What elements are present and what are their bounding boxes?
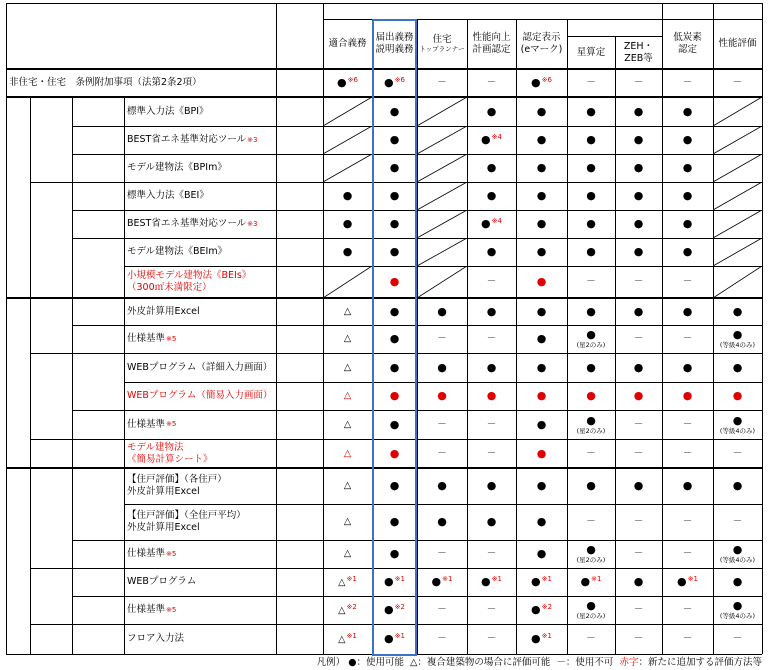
- availability-r13-c6: －: [633, 447, 644, 459]
- availability-r19-c3: －: [486, 633, 497, 645]
- column-header-6: ZEH・ ZEB等: [623, 40, 654, 64]
- availability-r7-c7: －: [682, 276, 693, 288]
- availability-r11-c1: ●: [389, 389, 400, 403]
- availability-r0-c0: ●$^{※6}$: [337, 75, 358, 90]
- category-primary-3: [30, 353, 72, 439]
- calc-type-15: [72, 624, 124, 654]
- availability-r6-c0: ●: [342, 245, 353, 259]
- availability-r15-c3: ●: [486, 515, 497, 529]
- column-header-1: 届出義務 説明義務: [375, 32, 414, 55]
- not-applicable-slash: [323, 266, 372, 298]
- calc-type-13: [72, 568, 124, 596]
- availability-r13-c8: －: [732, 447, 743, 459]
- grid-line: [467, 19, 468, 654]
- calc-type-11: [72, 468, 124, 540]
- category-primary-1: [30, 182, 72, 298]
- start-date-14: [276, 468, 323, 504]
- availability-r16-c6: －: [633, 548, 644, 560]
- grid-line: [615, 36, 616, 654]
- availability-r9-c5: ● (星2のみ): [576, 328, 606, 350]
- grid-line: [323, 3, 324, 654]
- availability-r14-c5: ●: [586, 479, 596, 493]
- not-applicable-slash: [713, 266, 762, 298]
- start-date-12: [276, 410, 323, 439]
- availability-r10-c5: ●: [586, 360, 596, 374]
- availability-r12-c4: ●: [536, 417, 547, 431]
- availability-r6-c3: ●: [486, 245, 497, 259]
- calc-type-12: [72, 540, 124, 568]
- availability-r16-c0: △: [343, 548, 352, 560]
- availability-r5-c7: ●: [682, 217, 693, 231]
- availability-r8-c4: ●: [536, 304, 547, 318]
- calc-type-10: [72, 439, 124, 468]
- availability-r13-c7: －: [682, 447, 693, 459]
- legend-red-desc: ：新たに追加する評価方法等: [638, 657, 762, 668]
- method-name-7: 小規模モデル建物法《BEIs》 （300㎡未満限定）: [127, 270, 252, 293]
- start-date-16: [276, 540, 323, 568]
- availability-r13-c5: －: [586, 447, 596, 459]
- availability-r2-c4: ●: [536, 133, 547, 147]
- availability-r11-c7: ●: [682, 389, 693, 403]
- availability-r19-c2: －: [437, 633, 447, 645]
- grid-line: [124, 266, 762, 267]
- availability-r6-c4: ●: [536, 245, 547, 259]
- method-name-11: WEBプログラム（簡易入力画面）: [127, 390, 273, 402]
- availability-r3-c5: ●: [586, 161, 596, 175]
- availability-r14-c6: ●: [633, 479, 644, 493]
- availability-r9-c2: －: [437, 333, 447, 345]
- ecomachi-header: [662, 3, 713, 19]
- not-applicable-slash: [713, 238, 762, 266]
- availability-r17-c3: ●$^{※1}$: [481, 574, 502, 589]
- availability-r12-c1: ●: [389, 417, 400, 431]
- legend-unusable: －：使用不可: [556, 657, 614, 668]
- grid-line: [417, 19, 418, 654]
- availability-r16-c2: －: [437, 548, 447, 560]
- grid-line: [323, 19, 567, 20]
- availability-r18-c1: ●$^{※2}$: [384, 602, 405, 617]
- availability-r1-c4: ●: [536, 104, 547, 118]
- grid-line: [124, 97, 125, 654]
- not-applicable-slash: [713, 182, 762, 210]
- availability-r8-c3: ●: [486, 304, 497, 318]
- availability-r10-c3: ●: [486, 360, 497, 374]
- not-applicable-slash: [417, 210, 467, 238]
- availability-r14-c7: ●: [682, 479, 693, 493]
- availability-r5-c1: ●: [389, 217, 400, 231]
- availability-r12-c2: －: [437, 418, 447, 430]
- availability-r7-c4: ●: [536, 275, 547, 289]
- category-envelope-0: [30, 97, 72, 182]
- availability-r18-c2: －: [437, 604, 447, 616]
- column-header-3: 性能向上 計画認定: [472, 32, 511, 55]
- availability-r4-c4: ●: [536, 189, 547, 203]
- availability-r7-c3: －: [486, 276, 497, 288]
- legend-red-label: 赤字: [619, 657, 639, 668]
- method-name-3: モデル建物法《BPIm》: [127, 162, 227, 174]
- grid-line: [762, 3, 763, 654]
- availability-r13-c1: ●: [389, 446, 400, 460]
- availability-r1-c5: ●: [586, 104, 596, 118]
- availability-r2-c7: ●: [682, 133, 693, 147]
- availability-r14-c1: ●: [389, 479, 400, 493]
- grid-line: [567, 19, 662, 20]
- availability-r13-c2: －: [437, 447, 447, 459]
- availability-r11-c5: ●: [586, 389, 596, 403]
- availability-r4-c0: ●: [342, 189, 353, 203]
- grid-line: [6, 68, 762, 70]
- availability-r9-c1: ●: [389, 332, 400, 346]
- column-header-0: 適合義務: [328, 38, 367, 50]
- start-date-15: [276, 504, 323, 540]
- legend-usable: ●：使用可能: [348, 657, 404, 668]
- start-date-0: [276, 69, 323, 97]
- grid-line: [662, 3, 663, 654]
- method-name-15: 【住戸評価】（全住戸平均） 外皮計算用Excel: [127, 510, 246, 533]
- calc-type-8: [72, 353, 124, 410]
- start-date-4: [276, 182, 323, 210]
- availability-r0-c4: ●$^{※6}$: [531, 75, 552, 90]
- availability-r19-c4: ●$^{※1}$: [531, 631, 552, 646]
- availability-r6-c5: ●: [586, 245, 596, 259]
- availability-r15-c1: ●: [389, 515, 400, 529]
- calc-type-4: [72, 210, 124, 238]
- availability-r5-c0: ●: [342, 217, 353, 231]
- availability-r1-c1: ●: [389, 104, 400, 118]
- calc-type-1: [72, 126, 124, 154]
- availability-r10-c2: ●: [437, 360, 447, 374]
- calc-type-7: [72, 325, 124, 353]
- availability-r10-c0: △: [343, 361, 352, 373]
- method-name-9: 仕様基準 ※5: [127, 333, 177, 345]
- availability-r5-c4: ●: [536, 217, 547, 231]
- not-applicable-slash: [417, 182, 467, 210]
- start-date-9: [276, 325, 323, 353]
- grid-line: [6, 96, 762, 98]
- not-applicable-slash: [417, 238, 467, 266]
- section-multi: [6, 468, 30, 654]
- availability-r13-c3: －: [486, 447, 497, 459]
- availability-r4-c3: ●: [486, 189, 497, 203]
- legend-prefix: 凡例）: [316, 657, 346, 668]
- grid-line: [6, 297, 762, 299]
- availability-r10-c7: ●: [682, 360, 693, 374]
- availability-r7-c6: －: [633, 276, 644, 288]
- availability-r8-c0: △: [343, 305, 352, 317]
- grid-line: [124, 382, 762, 383]
- availability-r3-c6: ●: [633, 161, 644, 175]
- availability-r17-c2: ●$^{※1}$: [431, 574, 453, 589]
- grid-line: [276, 3, 277, 654]
- availability-r17-c4: ●$^{※1}$: [531, 574, 552, 589]
- availability-r8-c2: ●: [437, 304, 447, 318]
- legend-partial: △：複合建築物の場合に評価可能: [410, 657, 551, 668]
- availability-r0-c1: ●$^{※6}$: [384, 75, 405, 90]
- availability-r6-c6: ●: [633, 245, 644, 259]
- not-applicable-slash: [417, 126, 467, 154]
- availability-r17-c6: ●: [633, 575, 644, 589]
- availability-r3-c7: ●: [682, 161, 693, 175]
- start-date-6: [276, 238, 323, 266]
- method-header: [6, 3, 276, 69]
- energy-law-header: [323, 3, 567, 19]
- method-name-4: 標準入力法《BEI》: [127, 190, 209, 202]
- availability-r14-c3: ●: [486, 479, 497, 493]
- not-applicable-slash: [323, 154, 372, 182]
- availability-r10-c1: ●: [389, 360, 400, 374]
- availability-r10-c6: ●: [633, 360, 644, 374]
- availability-r5-c6: ●: [633, 217, 644, 231]
- availability-r15-c6: －: [633, 516, 644, 528]
- availability-r4-c1: ●: [389, 189, 400, 203]
- start-date-19: [276, 624, 323, 654]
- availability-r19-c1: ●$^{※1}$: [384, 631, 405, 646]
- availability-r4-c7: ●: [682, 189, 693, 203]
- grid-line: [30, 568, 762, 569]
- availability-r11-c3: ●: [486, 389, 497, 403]
- availability-r10-c4: ●: [536, 360, 547, 374]
- availability-r15-c5: －: [586, 516, 596, 528]
- not-applicable-slash: [713, 210, 762, 238]
- calc-type-5: [72, 238, 124, 298]
- section-detached: [6, 298, 30, 468]
- availability-r17-c7: ●$^{※1}$: [677, 574, 698, 589]
- method-name-19: フロア入力法: [127, 633, 185, 645]
- availability-r15-c4: ●: [536, 515, 547, 529]
- availability-r12-c0: △: [343, 418, 352, 430]
- grid-line: [30, 353, 762, 354]
- availability-r9-c6: －: [633, 333, 644, 345]
- availability-r12-c6: －: [633, 418, 644, 430]
- availability-r16-c5: ● (星2のみ): [576, 543, 606, 565]
- start-date-3: [276, 154, 323, 182]
- availability-r12-c7: －: [682, 418, 693, 430]
- availability-r5-c5: ●: [586, 217, 596, 231]
- start-date-1: [276, 97, 323, 126]
- availability-r9-c3: －: [486, 333, 497, 345]
- availability-r11-c2: ●: [437, 389, 447, 403]
- not-applicable-slash: [417, 97, 467, 126]
- availability-r15-c0: △: [343, 516, 352, 528]
- availability-r3-c3: ●: [486, 161, 497, 175]
- category-both-7: [30, 624, 72, 654]
- availability-r2-c3: ●$^{※4}$: [481, 132, 502, 147]
- grid-line: [30, 182, 762, 183]
- availability-r2-c6: ●: [633, 133, 644, 147]
- availability-r1-c3: ●: [486, 104, 497, 118]
- method-name-16: 仕様基準 ※5: [127, 548, 177, 560]
- grid-line: [124, 504, 762, 505]
- availability-r13-c4: ●: [536, 446, 547, 460]
- availability-r11-c4: ●: [536, 389, 547, 403]
- availability-r14-c8: ●: [732, 479, 743, 493]
- not-applicable-slash: [713, 97, 762, 126]
- method-name-14: 【住戸評価】（各住戸） 外皮計算用Excel: [127, 474, 227, 497]
- availability-r9-c7: －: [682, 333, 693, 345]
- start-date-10: [276, 353, 323, 382]
- availability-r9-c8: ● (等級4のみ): [719, 328, 756, 350]
- availability-r8-c7: ●: [682, 304, 693, 318]
- availability-r15-c8: －: [732, 516, 743, 528]
- availability-r16-c3: －: [486, 548, 497, 560]
- method-name-6: モデル建物法《BEIm》: [127, 246, 228, 258]
- availability-r12-c5: ● (星2のみ): [576, 413, 606, 435]
- grid-line: [516, 19, 517, 654]
- method-name-8: 外皮計算用Excel: [127, 305, 200, 317]
- availability-r16-c7: －: [682, 548, 693, 560]
- method-name-2: BEST省エネ基準対応ツール ※3: [127, 134, 258, 146]
- method-name-10: WEBプログラム（詳細入力画面）: [127, 361, 273, 373]
- availability-r4-c6: ●: [633, 189, 644, 203]
- start-date-2: [276, 126, 323, 154]
- availability-r18-c3: －: [486, 604, 497, 616]
- grid-line: [30, 439, 762, 440]
- availability-r0-c3: －: [486, 77, 497, 89]
- method-name-1: 標準入力法《BPI》: [127, 105, 209, 117]
- grid-line: [6, 3, 762, 4]
- availability-r14-c0: △: [343, 480, 352, 492]
- availability-r16-c1: ●: [389, 547, 400, 561]
- grid-line: [567, 19, 568, 654]
- availability-r11-c8: ●: [732, 389, 743, 403]
- availability-r18-c4: ●$^{※2}$: [531, 602, 552, 617]
- start-date-7: [276, 266, 323, 298]
- category-envelope-5: [30, 468, 72, 568]
- start-date-17: [276, 568, 323, 596]
- start-date-11: [276, 382, 323, 410]
- start-date-13: [276, 439, 323, 468]
- column-header-7: 低炭素 認定: [673, 32, 702, 55]
- availability-r7-c5: －: [586, 276, 596, 288]
- availability-r17-c8: ●: [732, 575, 743, 589]
- method-name-13: モデル建物法 《簡易計算シート》: [127, 441, 213, 465]
- availability-r18-c7: －: [682, 604, 693, 616]
- availability-r19-c7: －: [682, 633, 693, 645]
- availability-r18-c5: ● (星2のみ): [576, 599, 606, 621]
- availability-r1-c6: ●: [633, 104, 644, 118]
- availability-r2-c1: ●: [389, 133, 400, 147]
- availability-r0-c5: －: [586, 77, 596, 89]
- section-nonres: [6, 97, 30, 298]
- column-header-2: 住宅 トップランナー: [419, 34, 465, 54]
- availability-r19-c8: －: [732, 633, 743, 645]
- availability-r11-c0: △: [343, 390, 352, 402]
- availability-r2-c5: ●: [586, 133, 596, 147]
- availability-r0-c6: －: [633, 77, 644, 89]
- bels-header: [567, 19, 662, 36]
- availability-r18-c8: ● (等級4のみ): [719, 599, 756, 621]
- availability-r7-c1: ●: [389, 275, 400, 289]
- grid-line: [72, 97, 73, 654]
- grid-line: [30, 97, 31, 654]
- method-name-12: 仕様基準 ※5: [127, 418, 177, 430]
- not-applicable-slash: [713, 154, 762, 182]
- not-applicable-slash: [417, 266, 467, 298]
- availability-r12-c8: ● (等級4のみ): [719, 413, 756, 435]
- calc-type-14: [72, 596, 124, 624]
- column-header-5: 星算定: [576, 46, 606, 58]
- start-date-18: [276, 596, 323, 624]
- availability-r0-c7: －: [682, 77, 693, 89]
- availability-r3-c4: ●: [536, 161, 547, 175]
- calc-type-9: [72, 410, 124, 439]
- start-header: [276, 3, 323, 69]
- method-name-17: WEBプログラム: [127, 576, 197, 588]
- not-applicable-slash: [417, 154, 467, 182]
- availability-r11-c6: ●: [633, 389, 644, 403]
- availability-r14-c4: ●: [536, 479, 547, 493]
- availability-r15-c7: －: [682, 516, 693, 528]
- availability-r6-c7: ●: [682, 245, 693, 259]
- grid-line: [713, 3, 714, 654]
- availability-r17-c1: ●$^{※1}$: [384, 574, 405, 589]
- availability-r5-c3: ●$^{※4}$: [481, 216, 502, 231]
- availability-r0-c2: －: [437, 77, 447, 89]
- availability-r8-c1: ●: [389, 304, 400, 318]
- not-applicable-slash: [713, 126, 762, 154]
- availability-r18-c6: －: [633, 604, 644, 616]
- method-name-18: 仕様基準 ※5: [127, 604, 177, 616]
- start-date-5: [276, 210, 323, 238]
- calc-type-6: [72, 298, 124, 325]
- method-name-0: 非住宅・住宅 条例附加事項（法第2条2項）: [9, 77, 202, 89]
- availability-r6-c1: ●: [389, 245, 400, 259]
- availability-r8-c8: ●: [732, 304, 743, 318]
- legend: [0, 654, 762, 668]
- calc-type-2: [72, 154, 124, 182]
- column-header-8: 性能評価: [718, 38, 757, 50]
- availability-r10-c8: ●: [732, 360, 743, 374]
- availability-r0-c8: －: [732, 77, 743, 89]
- availability-r16-c4: ●: [536, 547, 547, 561]
- availability-r19-c5: －: [586, 633, 596, 645]
- grid-line: [6, 3, 7, 654]
- category-primary-6: [30, 568, 72, 624]
- availability-r17-c5: ●$^{※1}$: [580, 574, 602, 589]
- method-name-5: BEST省エネ基準対応ツール ※3: [127, 218, 258, 230]
- category-both-4: [30, 439, 72, 468]
- availability-r4-c5: ●: [586, 189, 596, 203]
- grid-line: [30, 624, 762, 625]
- availability-r1-c7: ●: [682, 104, 693, 118]
- availability-r12-c3: －: [486, 418, 497, 430]
- availability-r19-c0: △$^{※1}$: [338, 631, 357, 646]
- availability-r14-c2: ●: [437, 479, 447, 493]
- calc-type-3: [72, 182, 124, 210]
- availability-r19-c6: －: [633, 633, 644, 645]
- availability-r8-c6: ●: [633, 304, 644, 318]
- availability-r18-c0: △$^{※2}$: [338, 602, 357, 617]
- start-date-8: [276, 298, 323, 325]
- availability-r9-c0: △: [343, 333, 352, 345]
- not-applicable-slash: [323, 126, 372, 154]
- availability-r16-c8: ● (等級4のみ): [719, 543, 756, 565]
- category-envelope-2: [30, 298, 72, 353]
- not-applicable-slash: [323, 97, 372, 126]
- availability-r13-c0: △: [343, 447, 352, 459]
- grid-line: [6, 467, 762, 469]
- availability-r3-c1: ●: [389, 161, 400, 175]
- grid-line: [372, 19, 373, 654]
- availability-r17-c0: △$^{※1}$: [338, 574, 357, 589]
- availability-r8-c5: ●: [586, 304, 596, 318]
- calc-type-0: [72, 97, 124, 126]
- hinkaku-header: [713, 3, 762, 19]
- availability-r9-c4: ●: [536, 332, 547, 346]
- availability-r15-c2: ●: [437, 515, 447, 529]
- column-header-4: 認定表示 (eマーク): [520, 32, 563, 55]
